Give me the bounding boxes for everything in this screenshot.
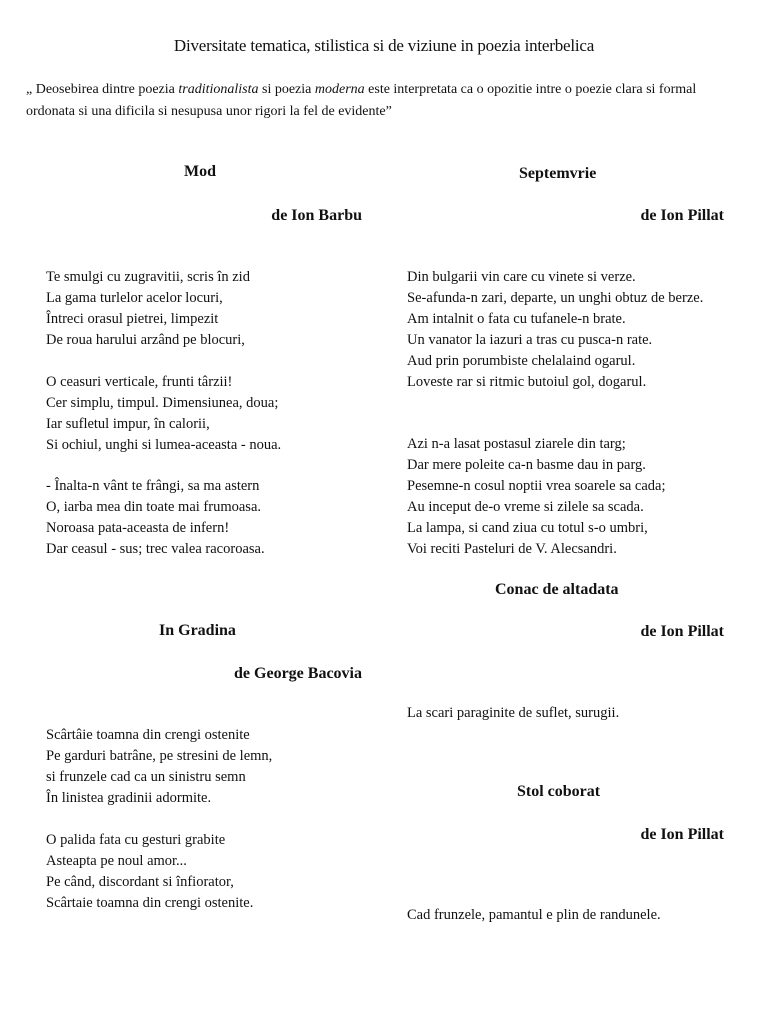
verse-line: Din bulgarii vin care cu vinete si verze. bbox=[407, 269, 636, 285]
verse-line: Au inceput de-o vreme si zilele sa scada. bbox=[407, 499, 644, 515]
verse-line: Loveste rar si ritmic butoiul gol, dogarul. bbox=[407, 374, 647, 390]
verse-line: Scârtaie toamna din crengi ostenite. bbox=[46, 895, 254, 911]
quote-text-3: este interpretata ca o opozitie intre o poezie clara si formal ordonata si una dificila si nesupusa unor rigori la fel de evidente” bbox=[26, 82, 697, 119]
poem-title: Conac de altadata bbox=[495, 581, 619, 598]
verse-line: Pe garduri batrâne, pe stresini de lemn, bbox=[46, 748, 273, 764]
verse-line: La lampa, si cand ziua cu totul s-o umbri, bbox=[407, 520, 648, 536]
poem-author: de Ion Pillat bbox=[640, 826, 724, 843]
poem-title: Stol coborat bbox=[517, 783, 601, 800]
verse-line: Se-afunda-n zari, departe, un unghi obtuz de berze. bbox=[407, 290, 704, 306]
verse-line: Cer simplu, timpul. Dimensiunea, doua; bbox=[46, 395, 279, 411]
verse-line: Pesemne-n cosul noptii vrea soarele sa cada; bbox=[407, 478, 666, 494]
verse-line: O palida fata cu gesturi grabite bbox=[46, 832, 226, 848]
poem-stanza bbox=[46, 372, 281, 456]
poem-author: de Ion Pillat bbox=[640, 623, 724, 640]
verse-line: La gama turlelor acelor locuri, bbox=[46, 290, 223, 306]
verse-line: În linistea gradinii adormite. bbox=[46, 790, 212, 806]
verse-line: O, iarba mea din toate mai frumoasa. bbox=[46, 499, 262, 515]
poem-stanza bbox=[407, 905, 661, 926]
poem-title: Septemvrie bbox=[519, 165, 597, 182]
quote-text-1: „ Deosebirea dintre poezia bbox=[26, 82, 179, 97]
poem-stanza bbox=[407, 267, 727, 393]
verse-line: Întreci orasul pietrei, limpezit bbox=[46, 311, 219, 327]
verse-line: Asteapta pe noul amor... bbox=[46, 853, 187, 869]
poem-author: de Ion Barbu bbox=[271, 207, 362, 224]
verse-line: De roua harului arzând pe blocuri, bbox=[46, 332, 245, 348]
verse-line: Am intalnit o fata cu tufanele-n brate. bbox=[407, 311, 626, 327]
document-title: Diversitate tematica, stilistica si de viziune in poezia interbelica bbox=[173, 36, 595, 55]
verse-line: si frunzele cad ca un sinistru semn bbox=[46, 769, 246, 785]
verse-line: Pe când, discordant si înfiorator, bbox=[46, 874, 234, 890]
poem-title: In Gradina bbox=[159, 622, 236, 639]
verse-line: Aud prin porumbiste chelalaind ogarul. bbox=[407, 353, 636, 369]
verse-line: Scârtâie toamna din crengi ostenite bbox=[46, 727, 250, 743]
verse-line: Un vanator la iazuri a tras cu pusca-n rate. bbox=[407, 332, 653, 348]
verse-line: Voi reciti Pasteluri de V. Alecsandri. bbox=[407, 541, 617, 557]
verse-line: Noroasa pata-aceasta de infern! bbox=[46, 520, 230, 536]
poem-stanza bbox=[46, 267, 250, 351]
quote-emphasis-traditionalista: traditionalista bbox=[178, 82, 259, 97]
verse-line: Si ochiul, unghi si lumea-aceasta - noua. bbox=[46, 437, 282, 453]
verse-line: Dar mere poleite ca-n basme dau in parg. bbox=[407, 457, 646, 473]
poem-author: de Ion Pillat bbox=[640, 207, 724, 224]
verse-line: - Înalta-n vânt te frângi, sa ma astern bbox=[46, 478, 260, 494]
verse-line: Te smulgi cu zugravitii, scris în zid bbox=[46, 269, 250, 285]
poem-stanza bbox=[46, 725, 272, 809]
verse-line: La scari paraginite de suflet, surugii. bbox=[407, 705, 620, 721]
poem-stanza bbox=[46, 830, 253, 914]
poem-stanza bbox=[407, 434, 666, 560]
poem-author: de George Bacovia bbox=[234, 665, 362, 682]
verse-line: Dar ceasul - sus; trec valea racoroasa. bbox=[46, 541, 265, 557]
quote-emphasis-moderna: moderna bbox=[314, 82, 365, 97]
poem-title: Mod bbox=[184, 163, 216, 180]
verse-line: Iar sufletul impur, în calorii, bbox=[46, 416, 210, 432]
verse-line: Cad frunzele, pamantul e plin de randunele. bbox=[407, 907, 661, 923]
poem-stanza bbox=[407, 703, 619, 724]
verse-line: O ceasuri verticale, frunti târzii! bbox=[46, 374, 233, 390]
poem-stanza bbox=[46, 476, 265, 560]
intro-quote bbox=[26, 79, 746, 123]
verse-line: Azi n-a lasat postasul ziarele din targ; bbox=[407, 436, 626, 452]
quote-text-2: si poezia bbox=[258, 82, 315, 97]
